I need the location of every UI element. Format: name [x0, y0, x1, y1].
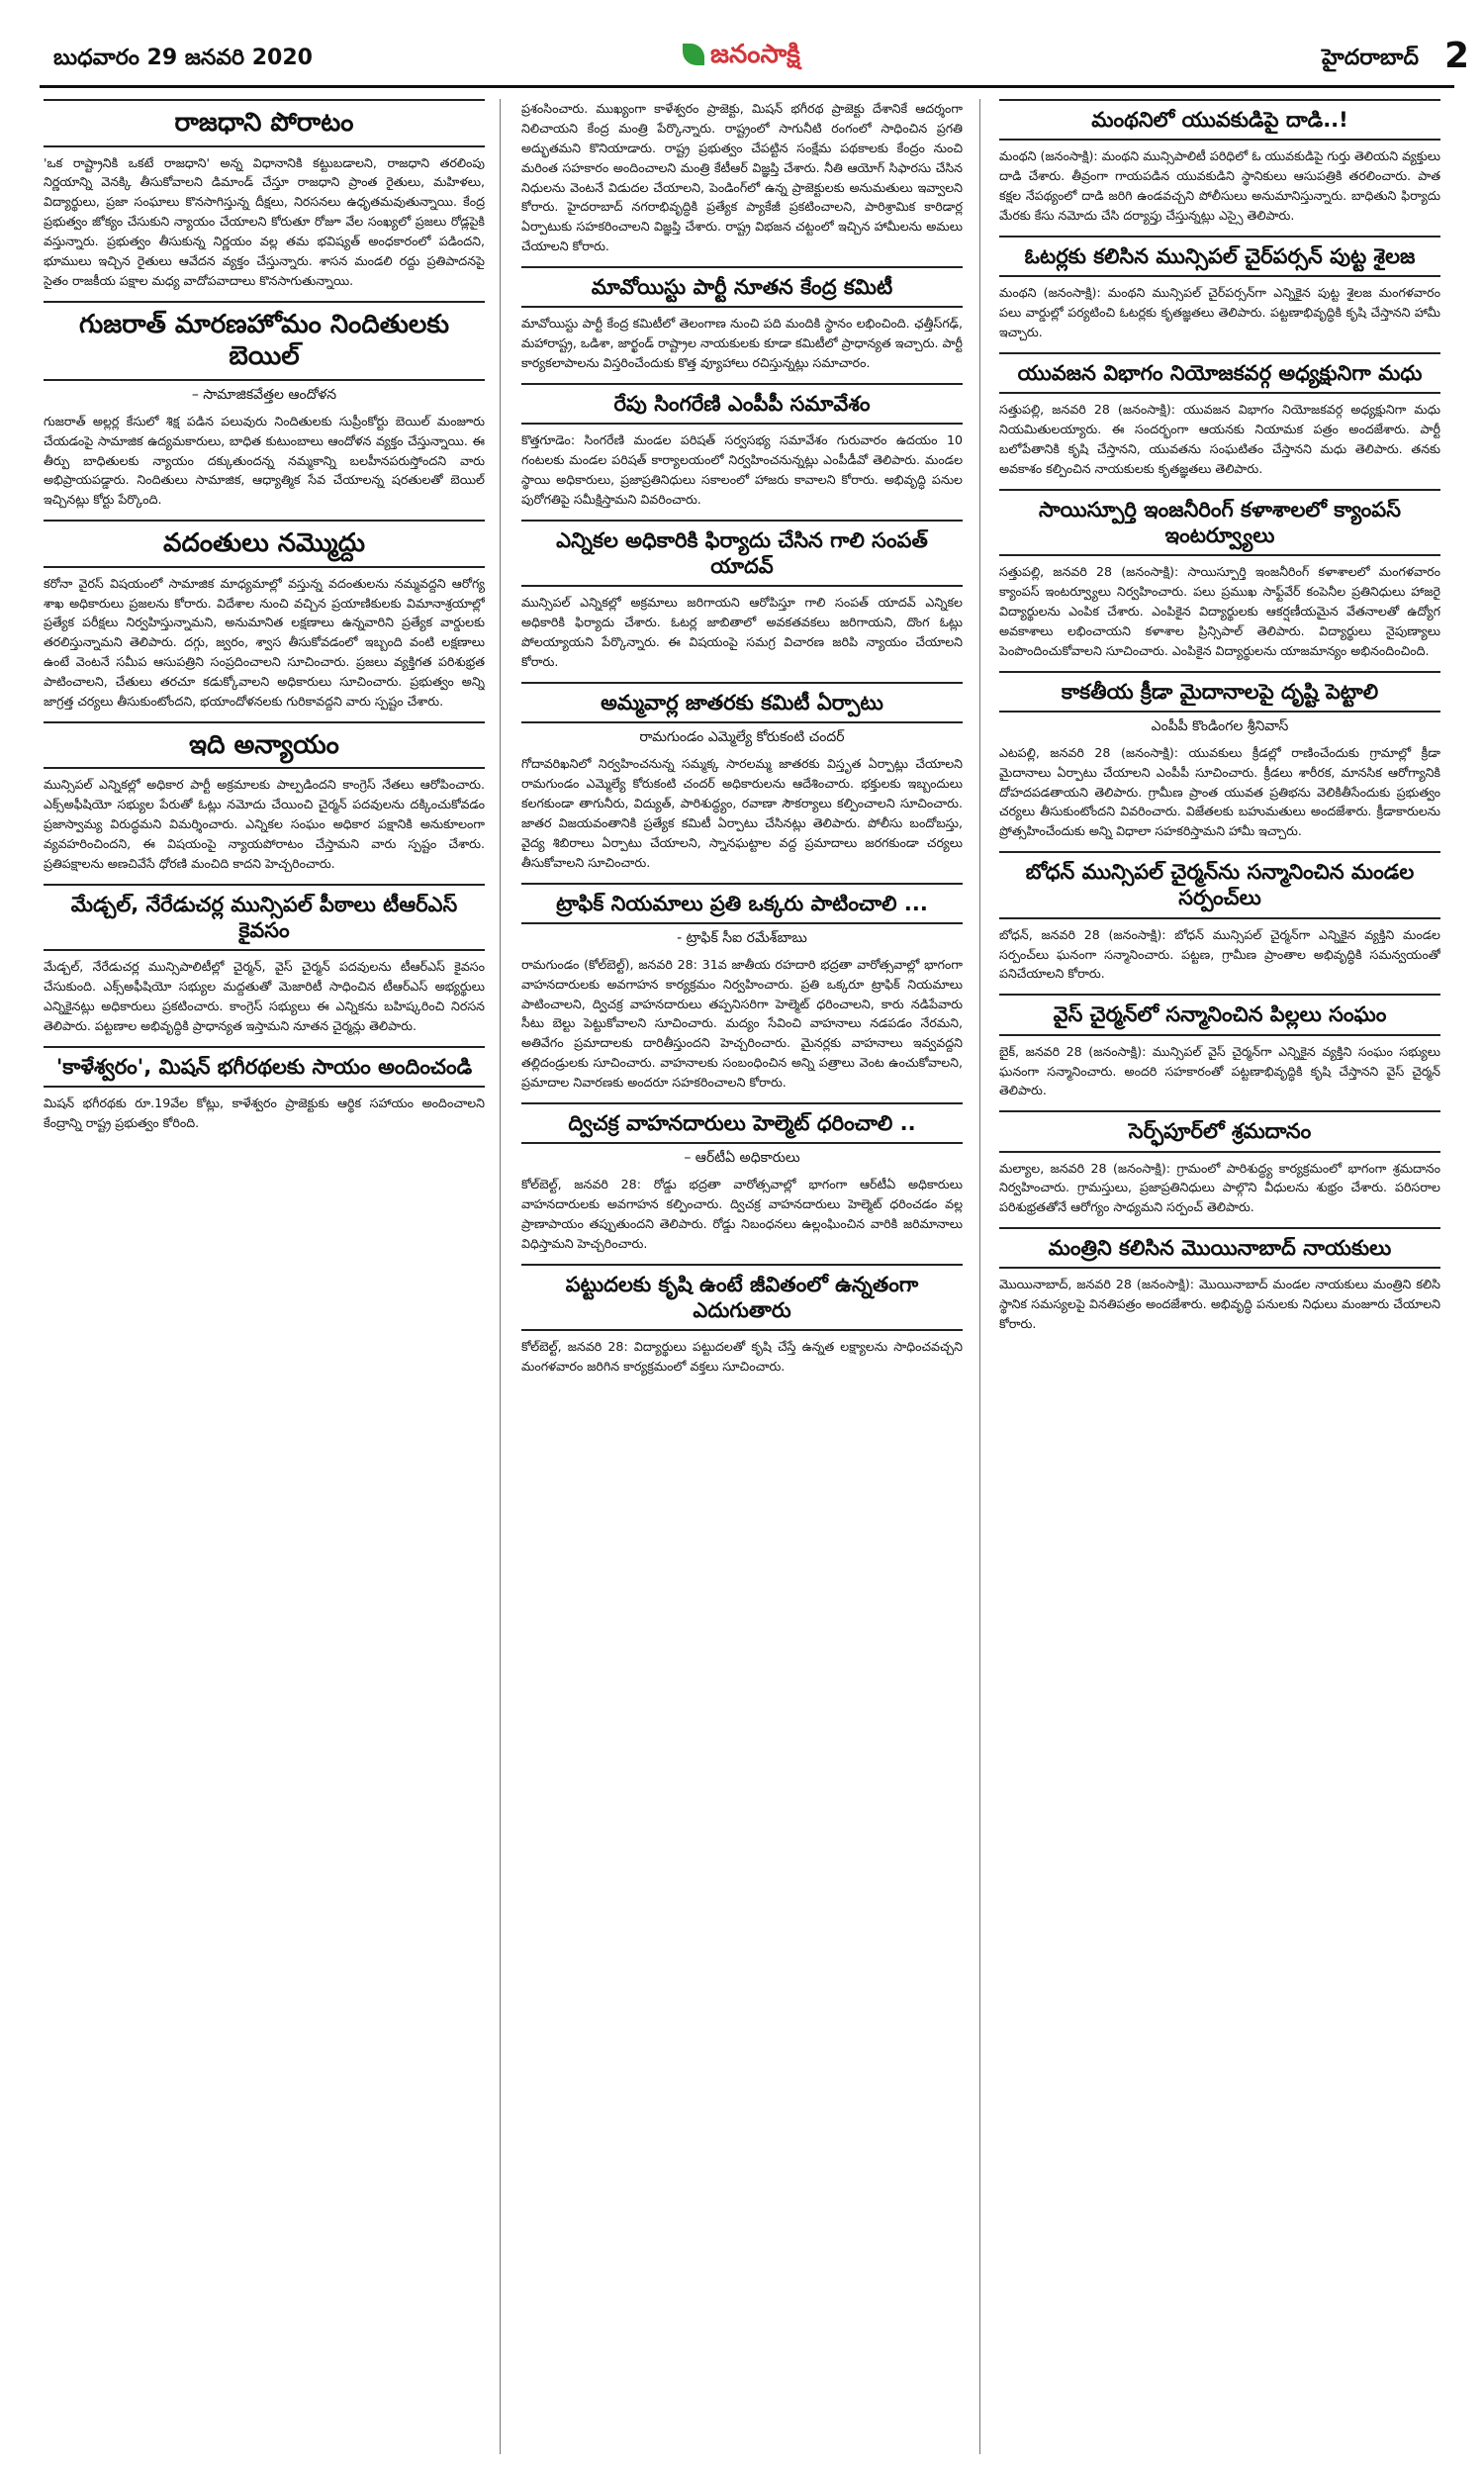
- article-singareni: [521, 383, 963, 510]
- article-helmet: [521, 1102, 963, 1254]
- newspaper-logo: [683, 40, 800, 75]
- article-body: కోల్‌బెల్ట్, జనవరి 28: రోడ్డు భద్రతా వారోత్సవాల్లో భాగంగా ఆర్‌టీఏ అధికారులు వాహనదారులకు అవగాహన కల్పించారు. ద్విచక్ర వాహనదారులు హెల్మెట్ ధరించడం వల్ల ప్రాణాపాయం తప్పుతుందని తెలిపారు. రోడ్డు నిబంధనలు ఉల్లంఘించిన వారికి జరిమానాలు విధిస్తామని హెచ్చరించారు.: [521, 1177, 963, 1251]
- headline: యువజన విభాగం నియోజకవర్గ అధ్యక్షునిగా మధు: [999, 352, 1440, 394]
- article-kaleshwaram: [44, 1046, 485, 1133]
- headline: ద్విచక్ర వాహనదారులు హెల్మెట్ ధరించాలి ..: [521, 1102, 963, 1144]
- headline: ఎన్నికల అధికారికి ఫిర్యాదు చేసిన గాలి సంపత్ యాదవ్: [521, 520, 963, 588]
- article-body: ప్రశంసించారు. ముఖ్యంగా కాళేశ్వరం ప్రాజెక్టు, మిషన్ భగీరథ ప్రాజెక్టు దేశానికే ఆదర్శంగా నిలిచాయని కేంద్ర మంత్రి పేర్కొన్నారు. రాష్ట్రంలో సాగునీటి రంగంలో సాధించిన ప్రగతి అద్భుతమని కొనియాడారు. రాష్ట్ర ప్రభుత్వం చేపట్టిన సంక్షేమ పథకాలకు కేంద్రం నుంచి మరింత సహకారం అందించాలని మంత్రి కేటీఆర్ విజ్ఞప్తి చేశారు. నీతి ఆయోగ్ సిఫారసు చేసిన నిధులను వెంటనే విడుదల చేయాలని, పెండింగ్‌లో ఉన్న ప్రాజెక్టులకు అనుమతులు ఇవ్వాలని కోరారు. హైదరాబాద్ నగరాభివృద్ధికి ప్రత్యేక ప్యాకేజీ ప్రకటించాలని, పారిశ్రామిక కారిడార్ల ఏర్పాటుకు సహకరించాలని విజ్ఞప్తి చేశారు. రాష్ట్ర విభజన చట్టంలో ఇచ్చిన హామీలను అమలు చేయాలని కోరారు.: [521, 101, 963, 254]
- article-body: రామగుండం (కోల్‌బెల్ట్), జనవరి 28: 31వ జాతీయ రహదారి భద్రతా వారోత్సవాల్లో భాగంగా వాహనదారులకు అవగాహన కార్యక్రమం నిర్వహించారు. ప్రతి ఒక్కరూ ట్రాఫిక్ నియమాలు పాటించాలని, ద్విచక్ర వాహనదారులు తప్పనిసరిగా హెల్మెట్ ధరించాలని, కారు నడిపేవారు సీటు బెల్టు పెట్టుకోవాలని సూచించారు. మద్యం సేవించి వాహనాలు నడపడం నేరమని, అతివేగం ప్రమాదాలకు దారితీస్తుందని హెచ్చరించారు. మైనర్లకు వాహనాలు ఇవ్వవద్దని తల్లిదండ్రులకు సూచించారు. వాహనాలకు సంబంధించిన అన్ని పత్రాలు వెంట ఉంచుకోవాలని, ప్రమాదాల నివారణకు అందరూ సహకరించాలని కోరారు.: [521, 956, 963, 1091]
- headline: పట్టుదలకు కృషి ఉంటే జీవితంలో ఉన్నతంగా ఎదుగుతారు: [521, 1264, 963, 1332]
- article-body: బైక్, జనవరి 28 (జనంసాక్షి): మున్సిపల్ వైస్ చైర్మన్‌గా ఎన్నికైన వ్యక్తిని సంఘం సభ్యులు ఘనంగా సన్మానించారు. అందరి సహకారంతో పట్టణాభివృద్ధికి కృషి చేస్తానని వైస్ చైర్మన్ తెలిపారు.: [999, 1043, 1440, 1098]
- article-putta: [999, 236, 1440, 342]
- headline: 'కాళేశ్వరం', మిషన్ భగీరథలకు సాయం అందించండి: [44, 1046, 485, 1088]
- leaf-icon: [683, 44, 704, 65]
- article-traffic: [521, 883, 963, 1093]
- article-body: మేడ్చల్, నేరేడుచర్ల మున్సిపాలిటీల్లో చైర్మన్, వైస్ చైర్మన్ పదవులను టీఆర్ఎస్ కైవసం చేసుకుంది. ఎక్స్‌అఫీషియో సభ్యుల మద్దతుతో మెజారిటీ సాధించిన టీఆర్ఎస్ అభ్యర్థులు ఎన్నికైనట్లు అధికారులు ప్రకటించారు. కాంగ్రెస్ సభ్యులు ఈ ఎన్నికను బహిష్కరించి నిరసన తెలిపారు. పట్టణాల అభివృద్ధికి ప్రాధాన్యత ఇస్తామని నూతన చైర్మన్లు తెలిపారు.: [44, 959, 485, 1034]
- article-body: మొయినాబాద్, జనవరి 28 (జనంసాక్షి): మొయినాబాద్ మండల నాయకులు మంత్రిని కలిసి స్థానిక సమస్యలపై వినతిపత్రం అందజేశారు. అభివృద్ధి పనులకు నిధులు మంజూరు చేయాలని కోరారు.: [999, 1277, 1440, 1332]
- article-kendram: [521, 99, 963, 256]
- article-mandhani: [999, 99, 1440, 226]
- article-body: సత్తుపల్లి, జనవరి 28 (జనంసాక్షి): యువజన విభాగం నియోజకవర్గ అధ్యక్షునిగా మధు నియమితులయ్యారు. ఈ సందర్భంగా ఆయనకు నియామక పత్రం అందజేశారు. పార్టీ బలోపేతానికి కృషి చేస్తానని, యువతను సంఘటితం చేస్తానని మధు తెలిపారు. తనకు అవకాశం కల్పించిన నాయకులకు కృతజ్ఞతలు తెలిపారు.: [999, 401, 1440, 476]
- headline: బోధన్ మున్సిపల్ చైర్మన్‌ను సన్మానించిన మండల సర్పంచ్‌లు: [999, 851, 1440, 919]
- column-divider: [979, 99, 980, 2454]
- article-rajdhani: [44, 99, 485, 291]
- column-middle: [521, 99, 963, 2454]
- article-body: మిషన్ భగీరథకు రూ.19వేల కోట్లు, కాళేశ్వరం ప్రాజెక్టుకు ఆర్థిక సహాయం అందించాలని కేంద్రాన్ని రాష్ట్ర ప్రభుత్వం కోరింది.: [44, 1095, 485, 1131]
- article-mantri: [999, 1227, 1440, 1334]
- headline: మంథనిలో యువకుడిపై దాడి..!: [999, 99, 1440, 141]
- column-left: [44, 99, 485, 2454]
- article-sampath: [521, 520, 963, 672]
- headline: సాయిస్పూర్తి ఇంజనీరింగ్ కళాశాలలో క్యాంపస్ ఇంటర్వ్యూలు: [999, 489, 1440, 557]
- column-divider: [500, 99, 501, 2454]
- article-vicechairman: [999, 994, 1440, 1100]
- article-pattudala: [521, 1264, 963, 1377]
- article-anyayam: [44, 721, 485, 874]
- subheadline: రామగుండం ఎమ్మెల్యే కోరుకంటి చందర్: [639, 729, 845, 746]
- article-body: 'ఒక రాష్ట్రానికి ఒకటే రాజధాని' అన్న విధానానికి కట్టుబడాలని, రాజధాని తరలింపు నిర్ణయాన్ని వెనక్కి తీసుకోవాలని డిమాండ్ చేస్తూ రాజధాని ప్రాంత రైతులు, మహిళలు, విద్యార్థులు, ప్రజా సంఘాలు కొనసాగిస్తున్న దీక్షలు, నిరసనలు ఉధృతమవుతున్నాయి. కేంద్ర ప్రభుత్వం జోక్యం చేసుకుని న్యాయం చేయాలని కోరుతూ రోజూ వేల సంఖ్యలో ప్రజలు రోడ్లపైకి వస్తున్నారు. ప్రభుత్వం తీసుకున్న నిర్ణయం వల్ల తమ భవిష్యత్ అంధకారంలో పడిందని, భూములు ఇచ్చిన రైతులు ఆవేదన వ్యక్తం చేస్తున్నారు. శాసన మండలి రద్దు ప్రతిపాదనపై సైతం రాజకీయ పక్షాల మధ్య వాదోపవాదాలు కొనసాగుతున్నాయి.: [44, 154, 485, 288]
- headline: రేపు సింగరేణి ఎంపీపీ సమావేశం: [521, 383, 963, 425]
- article-kakatiya: [999, 671, 1440, 842]
- headline: వైస్ చైర్మన్‌లో సన్మానించిన పిల్లలు సంఘం: [999, 994, 1440, 1035]
- headline: వదంతులు నమ్మొద్దు: [44, 520, 485, 568]
- article-ammavarlu: [521, 682, 963, 873]
- subheadline: – సామాజికవేత్తల ఆందోళన: [191, 386, 337, 403]
- headline: మంత్రిని కలిసిన మొయినాబాద్ నాయకులు: [999, 1227, 1440, 1269]
- article-body: మల్యాల, జనవరి 28 (జనంసాక్షి): గ్రామంలో పారిశుద్ధ్య కార్యక్రమంలో భాగంగా శ్రమదానం నిర్వహించారు. గ్రామస్తులు, ప్రజాప్రతినిధులు పాల్గొని వీధులను శుభ్రం చేశారు. పరిసరాల పరిశుభ్రతతోనే ఆరోగ్యం సాధ్యమని సర్పంచ్ తెలిపారు.: [999, 1160, 1440, 1215]
- subheadline: ఎంపీపీ కొండింగల శ్రీనివాస్: [1151, 717, 1289, 734]
- article-body: మున్సిపల్ ఎన్నికల్లో అధికార పార్టీ అక్రమాలకు పాల్పడిందని కాంగ్రెస్ నేతలు ఆరోపించారు. ఎక్స్‌అఫీషియో సభ్యుల పేరుతో ఓట్లు నమోదు చేయించి చైర్మన్ పదవులను దక్కించుకోవడం ప్రజాస్వామ్య విరుద్ధమని విమర్శించారు. ఎన్నికల సంఘం అధికార పక్షానికి అనుకూలంగా వ్యవహరించిందని, ఈ విషయంపై న్యాయపోరాటం చేస్తామని వారు స్పష్టం చేశారు. ప్రతిపక్షాలను అణచివేసే ధోరణి మంచిది కాదని హెచ్చరించారు.: [44, 777, 485, 871]
- headline: రాజధాని పోరాటం: [44, 99, 485, 147]
- article-body: గుజరాత్ అల్లర్ల కేసులో శిక్ష పడిన పలువురు నిందితులకు సుప్రీంకోర్టు బెయిల్ మంజూరు చేయడంపై సామాజిక ఉద్యమకారులు, బాధిత కుటుంబాలు ఆందోళన వ్యక్తం చేస్తున్నాయి. ఈ తీర్పు బాధితులకు న్యాయం దక్కుతుందన్న నమ్మకాన్ని బలహీనపరుస్తోందని వారు అభిప్రాయపడ్డారు. నిందితులు సామాజిక, ఆధ్యాత్మిక సేవ చేయాలన్న షరతులతో బెయిల్ ఇచ్చినట్లు కోర్టు పేర్కొంది.: [44, 413, 485, 508]
- headline: అమ్మవార్ల జాతరకు కమిటీ ఏర్పాటు: [521, 682, 963, 723]
- headline: మావోయిస్టు పార్టీ నూతన కేంద్ర కమిటీ: [521, 266, 963, 308]
- masthead-rule: [40, 85, 1454, 88]
- article-body: గోదావరిఖనిలో నిర్వహించనున్న సమ్మక్క సారలమ్మ జాతరకు విస్తృత ఏర్పాట్లు చేయాలని రామగుండం ఎమ్మెల్యే కోరుకంటి చందర్ అధికారులను ఆదేశించారు. భక్తులకు ఇబ్బందులు కలగకుండా తాగునీరు, విద్యుత్, పారిశుద్ధ్యం, రవాణా సౌకర్యాలు కల్పించాలని సూచించారు. జాతర విజయవంతానికి ప్రత్యేక కమిటీ ఏర్పాటు చేసినట్లు తెలిపారు. పోలీసు బందోబస్తు, వైద్య శిబిరాలు ఏర్పాటు చేయాలని, స్నానఘట్టాల వద్ద ప్రమాదాలు జరగకుండా చర్యలు తీసుకోవాలని సూచించారు.: [521, 756, 963, 870]
- subheadline: - ట్రాఫిక్ సీఐ రమేశ్‌బాబు: [677, 929, 807, 946]
- article-body: మున్సిపల్ ఎన్నికల్లో అక్రమాలు జరిగాయని ఆరోపిస్తూ గాలి సంపత్ యాదవ్ ఎన్నికల అధికారికి ఫిర్యాదు చేశారు. ఓటర్ల జాబితాలో అవకతవకలు జరిగాయని, దొంగ ఓట్లు పోలయ్యాయని పేర్కొన్నారు. ఈ విషయంపై సమగ్ర విచారణ జరిపి న్యాయం చేయాలని కోరారు.: [521, 595, 963, 670]
- headline: మేడ్చల్, నేరేడుచర్ల మున్సిపల్ పీఠాలు టీఆర్ఎస్ కైవసం: [44, 884, 485, 952]
- masthead: [40, 36, 1470, 77]
- article-body: సత్తుపల్లి, జనవరి 28 (జనంసాక్షి): సాయిస్పూర్తి ఇంజనీరింగ్ కళాశాలలో మంగళవారం క్యాంపస్ ఇంటర్వ్యూలు నిర్వహించారు. పలు ప్రముఖ సాఫ్ట్‌వేర్ కంపెనీల ప్రతినిధులు హాజరై విద్యార్థులను ఎంపిక చేశారు. ఎంపికైన విద్యార్థులకు ఆకర్షణీయమైన వేతనాలతో ఉద్యోగ అవకాశాలు లభించాయని కళాశాల ప్రిన్సిపాల్ తెలిపారు. విద్యార్థులు నైపుణ్యాలు పెంపొందించుకోవాలని సూచించారు. ఎంపికైన విద్యార్థులను యాజమాన్యం అభినందించింది.: [999, 564, 1440, 658]
- column-right: [999, 99, 1440, 2454]
- article-yuvajana: [999, 352, 1440, 479]
- brand-name: జనంసాక్షి: [710, 40, 800, 69]
- article-gujarat: [44, 301, 485, 510]
- headline: సెర్ఫ్‌పూర్‌లో శ్రమదానం: [999, 1110, 1440, 1152]
- article-body: మావోయిస్టు పార్టీ కేంద్ర కమిటీలో తెలంగాణ నుంచి పది మందికి స్థానం లభించింది. ఛత్తీస్‌గఢ్, మహారాష్ట్ర, ఒడిశా, జార్ఖండ్ రాష్ట్రాల నాయకులకు కూడా కమిటీలో ప్రాధాన్యత ఇచ్చారు. పార్టీ కార్యకలాపాలను విస్తరించేందుకు కొత్త వ్యూహాలు రచిస్తున్నట్లు సమాచారం.: [521, 316, 963, 371]
- article-body: మంథని (జనంసాక్షి): మంథని మున్సిపాలిటీ పరిధిలో ఓ యువకుడిపై గుర్తు తెలియని వ్యక్తులు దాడి చేశారు. తీవ్రంగా గాయపడిన యువకుడిని స్థానికులు ఆసుపత్రికి తరలించారు. పాత కక్షల నేపథ్యంలో దాడి జరిగి ఉండవచ్చని పోలీసులు అనుమానిస్తున్నారు. బాధితుని ఫిర్యాదు మేరకు కేసు నమోదు చేసి దర్యాప్తు చేస్తున్నట్లు ఎస్సై తెలిపారు.: [999, 148, 1440, 223]
- headline: కాకతీయ క్రీడా మైదానాలపై దృష్టి పెట్టాలి: [999, 671, 1440, 713]
- article-medchal: [44, 884, 485, 1036]
- article-body: ఎటపల్లి, జనవరి 28 (జనంసాక్షి): యువకులు క్రీడల్లో రాణించేందుకు గ్రామాల్లో క్రీడా మైదానాలు ఏర్పాటు చేయాలని ఎంపీపీ సూచించారు. క్రీడలు శారీరక, మానసిక ఆరోగ్యానికి దోహదపడతాయని తెలిపారు. గ్రామీణ ప్రాంత యువత ప్రతిభను వెలికితీసేందుకు ప్రభుత్వం చర్యలు తీసుకుంటోందని వివరించారు. విజేతలకు బహుమతులు అందజేశారు. క్రీడాకారులను ప్రోత్సహించేందుకు అన్ని విధాలా సహకరిస్తామని హామీ ఇచ్చారు.: [999, 744, 1440, 839]
- article-body: బోధన్, జనవరి 28 (జనంసాక్షి): బోధన్ మున్సిపల్ చైర్మన్‌గా ఎన్నికైన వ్యక్తిని మండల సర్పంచ్‌లు ఘనంగా సన్మానించారు. పట్టణ, గ్రామీణ ప్రాంతాల అభివృద్ధికి సమన్వయంతో పనిచేయాలని కోరారు.: [999, 926, 1440, 982]
- subheadline: – ఆర్‌టీఏ అధికారులు: [684, 1150, 800, 1167]
- headline: ట్రాఫిక్ నియమాలు ప్రతి ఒక్కరు పాటించాలి ...: [521, 883, 963, 924]
- article-body: కొత్తగూడెం: సింగరేణి మండల పరిషత్ సర్వసభ్య సమావేశం గురువారం ఉదయం 10 గంటలకు మండల పరిషత్ కార్యాలయంలో నిర్వహించనున్నట్లు ఎంపీడీవో తెలిపారు. మండల స్థాయి అధికారులు, ప్రజాప్రతినిధులు సకాలంలో హాజరు కావాలని కోరారు. అభివృద్ధి పనుల పురోగతిపై సమీక్షిస్తామని వివరించారు.: [521, 432, 963, 507]
- article-kamitee: [521, 266, 963, 373]
- headline: గుజరాత్ మారణహోమం నిందితులకు బెయిల్: [44, 301, 485, 381]
- headline: ఇది అన్యాయం: [44, 721, 485, 770]
- edition-city: హైదరాబాద్: [1322, 46, 1419, 70]
- article-body: మంథని (జనంసాక్షి): మంథని మున్సిపల్ చైర్‌పర్సన్‌గా ఎన్నికైన పుట్ట శైలజ మంగళవారం పలు వార్డుల్లో పర్యటించి ఓటర్లకు కృతజ్ఞతలు తెలిపారు. పట్టణాభివృద్ధికి కృషి చేస్తానని హామీ ఇచ్చారు.: [999, 285, 1440, 339]
- headline: ఓటర్లకు కలిసిన మున్సిపల్ చైర్‌పర్సన్ పుట్ట శైలజ: [999, 236, 1440, 277]
- article-bodhan: [999, 851, 1440, 984]
- page-number: 2: [1444, 36, 1470, 76]
- article-vadanthulu: [44, 520, 485, 712]
- issue-date: బుధవారం 29 జనవరి 2020: [53, 46, 313, 70]
- article-shramadanam: [999, 1110, 1440, 1217]
- article-body: కోల్‌బెల్ట్, జనవరి 28: విద్యార్థులు పట్టుదలతో కృషి చేస్తే ఉన్నత లక్ష్యాలను సాధించవచ్చని మంగళవారం జరిగిన కార్యక్రమంలో వక్తలు సూచించారు.: [521, 1339, 963, 1375]
- article-body: కరోనా వైరస్ విషయంలో సామాజిక మాధ్యమాల్లో వస్తున్న వదంతులను నమ్మవద్దని ఆరోగ్య శాఖ అధికారులు ప్రజలను కోరారు. విదేశాల నుంచి వచ్చిన ప్రయాణికులకు విమానాశ్రయాల్లో ప్రత్యేక పరీక్షలు నిర్వహిస్తున్నామని, అనుమానిత లక్షణాలు ఉన్నవారిని ప్రత్యేక వార్డులకు తరలిస్తున్నామని తెలిపారు. దగ్గు, జ్వరం, శ్వాస తీసుకోవడంలో ఇబ్బంది వంటి లక్షణాలు ఉంటే వెంటనే సమీప ఆసుపత్రిని సంప్రదించాలని సూచించారు. ప్రజలు వ్యక్తిగత పరిశుభ్రత పాటించాలని, చేతులు తరచూ కడుక్కోవాలని అధికారులు సూచించారు. ప్రభుత్వం అన్ని జాగ్రత్త చర్యలు తీసుకుంటోందని, భయాందోళనలకు గురికావద్దని వారు స్పష్టం చేశారు.: [44, 575, 485, 710]
- article-saisrushti: [999, 489, 1440, 661]
